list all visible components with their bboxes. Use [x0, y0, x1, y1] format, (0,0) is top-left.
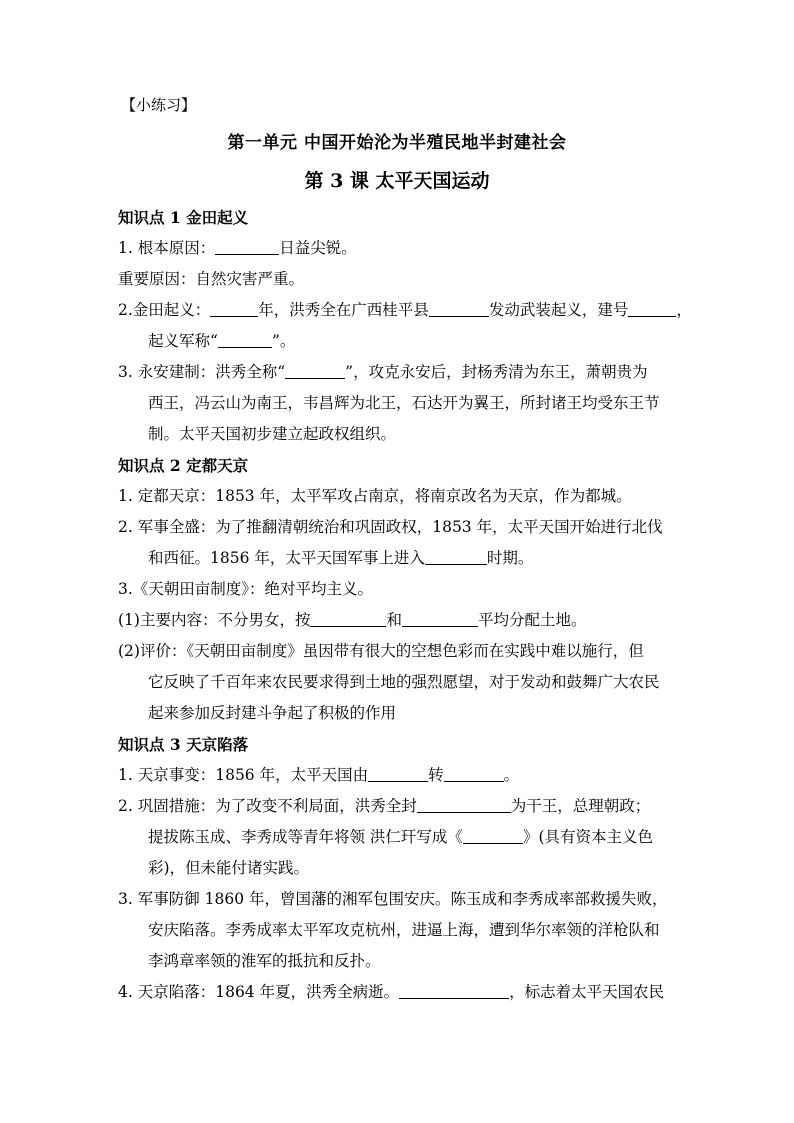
k1-line-1: 1. 根本原因： 日益尖锐。 [118, 239, 357, 257]
fill-blank[interactable] [417, 796, 511, 813]
k3-line-7: 李鸿章率领的淮军的抵抗和反扑。 [148, 952, 381, 970]
k1-line-4: 起义军称“ ”。 [148, 332, 296, 350]
fill-blank[interactable] [444, 765, 504, 782]
k1-line-5: 3. 永安建制：洪秀全称“ ”，攻克永安后，封杨秀清为东王，萧朝贵为 [118, 363, 648, 381]
unit-title: 第一单元 中国开始沦为半殖民地半封建社会 [227, 133, 567, 153]
k2-line-3: 和西征。1856 年，太平天国军事上进入 时期。 [148, 549, 534, 567]
fill-blank[interactable] [628, 300, 676, 317]
fill-blank[interactable] [285, 362, 345, 379]
exercise-tag: 【小练习】 [121, 96, 197, 114]
k1-line-6: 西王，冯云山为南王，韦昌辉为北王，石达开为翼王，所封诸王均受东王节 [148, 394, 660, 412]
fill-blank[interactable] [210, 300, 258, 317]
fill-blank[interactable] [399, 982, 509, 999]
fill-blank[interactable] [310, 610, 386, 627]
k2-line-4: 3.《天朝田亩制度》：绝对平均主义。 [118, 580, 374, 598]
fill-blank[interactable] [425, 548, 487, 565]
fill-blank[interactable] [368, 765, 428, 782]
k2-line-1: 1. 定都天京：1853 年，太平军攻占南京，将南京改名为天京，作为都城。 [118, 487, 632, 505]
fill-blank[interactable] [429, 300, 489, 317]
section-heading-3: 知识点 3 天京陷落 [118, 735, 249, 754]
k3-line-5: 3. 军事防御 1860 年，曾国藩的湘军包围安庆。陈玉成和李秀成率部救援失败， [118, 890, 668, 908]
k1-line-2: 重要原因：自然灾害严重。 [118, 270, 305, 288]
k1-line-3: 2.金田起义： 年，洪秀全在广西桂平县 发动武装起义，建号 ， [118, 301, 692, 319]
section-heading-1: 知识点 1 金田起义 [118, 208, 249, 227]
fill-blank[interactable] [218, 331, 272, 348]
k3-line-6: 安庆陷落。李秀成率太平军攻克杭州，进逼上海，遭到华尔率领的洋枪队和 [148, 921, 660, 939]
fill-blank[interactable] [215, 238, 279, 255]
section-heading-2: 知识点 2 定都天京 [118, 456, 249, 475]
k2-line-2: 2. 军事全盛：为了推翻清朝统治和巩固政权，1853 年，太平天国开始进行北伐 [118, 518, 663, 536]
k2-line-8: 起来参加反封建斗争起了积极的作用 [148, 704, 397, 722]
k3-line-8: 4. 天京陷落：1864 年夏，洪秀全病逝。 ，标志着太平天国农民 [118, 983, 665, 1001]
k2-line-6: (2)评价：《天朝田亩制度》虽因带有很大的空想色彩而在实践中难以施行，但 [118, 642, 644, 660]
k3-line-4: 彩)，但未能付诸实践。 [148, 859, 310, 877]
fill-blank[interactable] [463, 827, 523, 844]
lesson-title: 第 3 课 太平天国运动 [304, 170, 490, 192]
k2-line-7: 它反映了千百年来农民要求得到土地的强烈愿望，对于发动和鼓舞广大农民 [148, 673, 660, 691]
fill-blank[interactable] [402, 610, 478, 627]
worksheet-body [118, 202, 692, 1008]
k1-line-7: 制。太平天国初步建立起政权组织。 [148, 425, 397, 443]
k3-line-2: 2. 巩固措施：为了改变不利局面，洪秀全封 为干王，总理朝政； [118, 797, 651, 815]
k3-line-1: 1. 天京事变：1856 年，太平天国由 转 。 [118, 766, 520, 784]
k3-line-3: 提拔陈玉成、李秀成等青年将领 洪仁玕写成《 》(具有资本主义色 [148, 828, 653, 846]
k2-line-5: (1)主要内容：不分男女，按 和 平均分配土地。 [118, 611, 587, 629]
